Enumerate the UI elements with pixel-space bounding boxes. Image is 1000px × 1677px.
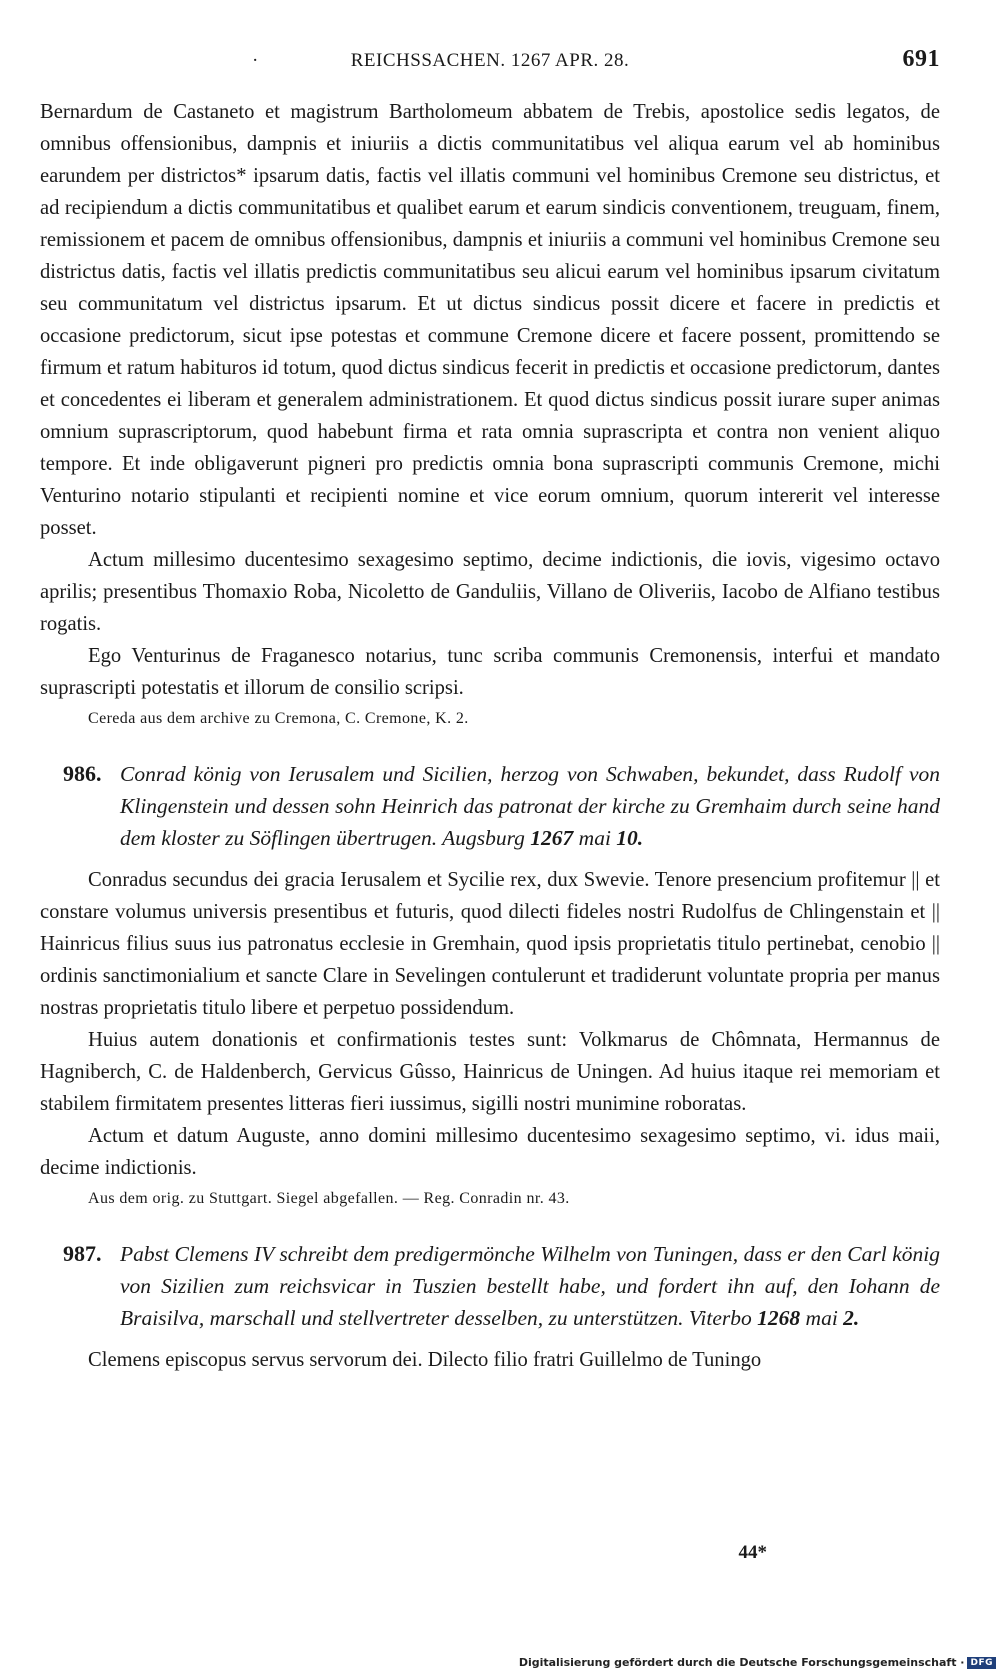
entry-number-986: 986.	[63, 761, 102, 786]
page-body	[40, 96, 940, 1376]
regest-day-987: 2.	[843, 1306, 860, 1330]
source-note-985: Cereda aus dem archive zu Cremona, C. Cremone, K. 2.	[88, 710, 469, 727]
regest-place-986: Augsburg	[442, 826, 525, 850]
footer-credit: Digitalisierung gefördert durch die Deutsche Forschungsgemeinschaft ·	[518, 1656, 965, 1669]
digitization-footer	[519, 1656, 996, 1669]
paragraph-clemens: Clemens episcopus servus servorum dei. Dilecto filio fratri Guillelmo de Tuningo	[88, 1349, 762, 1371]
header-dot: ·	[252, 50, 259, 71]
entry-986	[40, 758, 940, 854]
regest-year-986: 1267	[530, 826, 574, 850]
regest-text-986: Conrad könig von Ierusalem und Sicilien, herzog von Schwaben, bekundet, dass Rudolf von Klingenstein und dessen sohn Heinrich das patronat der kirche zu Gremhaim durch seine hand dem kloster zu Söflingen übertrugen.	[120, 762, 940, 850]
running-header	[40, 48, 940, 78]
regest-987	[120, 1238, 940, 1334]
paragraph-actum-986: Actum et datum Auguste, anno domini millesimo ducentesimo sexagesimo septimo, vi. idus maii, decime indictionis.	[40, 1125, 940, 1179]
paragraph-conradus: Conradus secundus dei gracia Ierusalem et Sycilie rex, dux Swevie. Tenore presencium profitemur || et constare volumus universis presentibus et futuris, quod dilecti fideles nostri Rudolfus de Chlingenstain et || Hainricus filius suus ius patronatus ecclesie in Gremhain, quod ipsis proprietatis titulo pertinebat, cenobio || ordinis sanctimonialium et sancte Clare in Sevelingen contulerunt et tradiderunt voluntate propria per manus nostras proprietatis titulo libere et perpetuo possidendum.	[40, 869, 940, 1019]
paragraph-continued: Bernardum de Castaneto et magistrum Bartholomeum abbatem de Trebis, apostolice sedis legatos, de omnibus offensionibus, dampnis et iniuriis a dictis communitatibus vel aliqua earum vel ab hominibus earundem per districtos* ipsarum datis, factis vel illatis communi vel hominibus Cremone seu districtus, et ad recipiendum a dictis communitatibus et qualibet earum et earum sindicis conventionem, treuguam, finem, remissionem et pacem de omnibus offensionibus, dampnis et iniuriis a communi vel hominibus Cremone seu districtus datis, factis vel illatis predictis communitatibus seu alicui earum vel hominibus ipsarum civitatum seu communitatum vel districtus ipsarum. Et ut dictus sindicus possit dicere et facere in predictis et occasione predictorum, sicut ipse potestas et commune Cremone dicere et facere possent, promittendo se firmum et ratum habituros id totum, quod dictus sindicus fecerit in predictis et occasione predictorum, dantes et concedentes ei liberam et generalem administrationem. Et quod dictus sindicus possit iurare super animas omnium suprascriptorum, quod habebunt firma et rata omnia suprascripta et contra non venient aliquo tempore. Et inde obligaverunt pigneri pro predictis omnia bona suprascripti communis Cremone, michi Venturino notario stipulanti et recipienti nomine et vice eorum omnium, quorum intererit vel interesse posset.	[40, 101, 940, 539]
regest-year-987: 1268	[757, 1306, 801, 1330]
regest-place-987: Viterbo	[688, 1306, 752, 1330]
regest-month-987: mai	[805, 1306, 838, 1330]
entry-987	[40, 1238, 940, 1334]
paragraph-testes-986: Huius autem donationis et confirmationis testes sunt: Volkmarus de Chômnata, Hermannus de Hagniberch, C. de Haldenberch, Gervicus Gûsso, Hainricus de Uningen. Ad huius itaque rei memoriam et stabilem firmitatem presentes litteras fieri iussimus, sigilli nostri munimine roboratas.	[40, 1029, 940, 1115]
regest-986	[120, 758, 940, 854]
running-title: REICHSSACHEN. 1267 APR. 28.	[350, 50, 630, 71]
entry-number-987: 987.	[63, 1241, 102, 1266]
source-note-986: Aus dem orig. zu Stuttgart. Siegel abgefallen. — Reg. Conradin nr. 43.	[88, 1190, 570, 1207]
paragraph-notary-985: Ego Venturinus de Fraganesco notarius, tunc scriba communis Cremonensis, interfui et mandato suprascripti potestatis et illorum de consilio scripsi.	[40, 645, 940, 699]
regest-text-987: Pabst Clemens IV schreibt dem predigermönche Wilhelm von Tuningen, dass er den Carl könig von Sizilien zum reichsvicar in Tuszien bestellt habe, und fordert ihn auf, den Iohann de Braisilva, marschall und stellvertreter desselben, zu unterstützen.	[120, 1242, 940, 1330]
regest-month-986: mai	[578, 826, 611, 850]
page-number: 691	[902, 46, 940, 72]
dfg-logo-icon: DFG	[967, 1657, 996, 1669]
paragraph-actum-985: Actum millesimo ducentesimo sexagesimo septimo, decime indictionis, die iovis, vigesimo octavo aprilis; presentibus Thomaxio Roba, Nicoletto de Ganduliis, Villano de Oliveriis, Iacobo de Alfiano testibus rogatis.	[40, 549, 940, 635]
signature-mark: 44*	[738, 1542, 767, 1563]
regest-day-986: 10.	[616, 826, 644, 850]
